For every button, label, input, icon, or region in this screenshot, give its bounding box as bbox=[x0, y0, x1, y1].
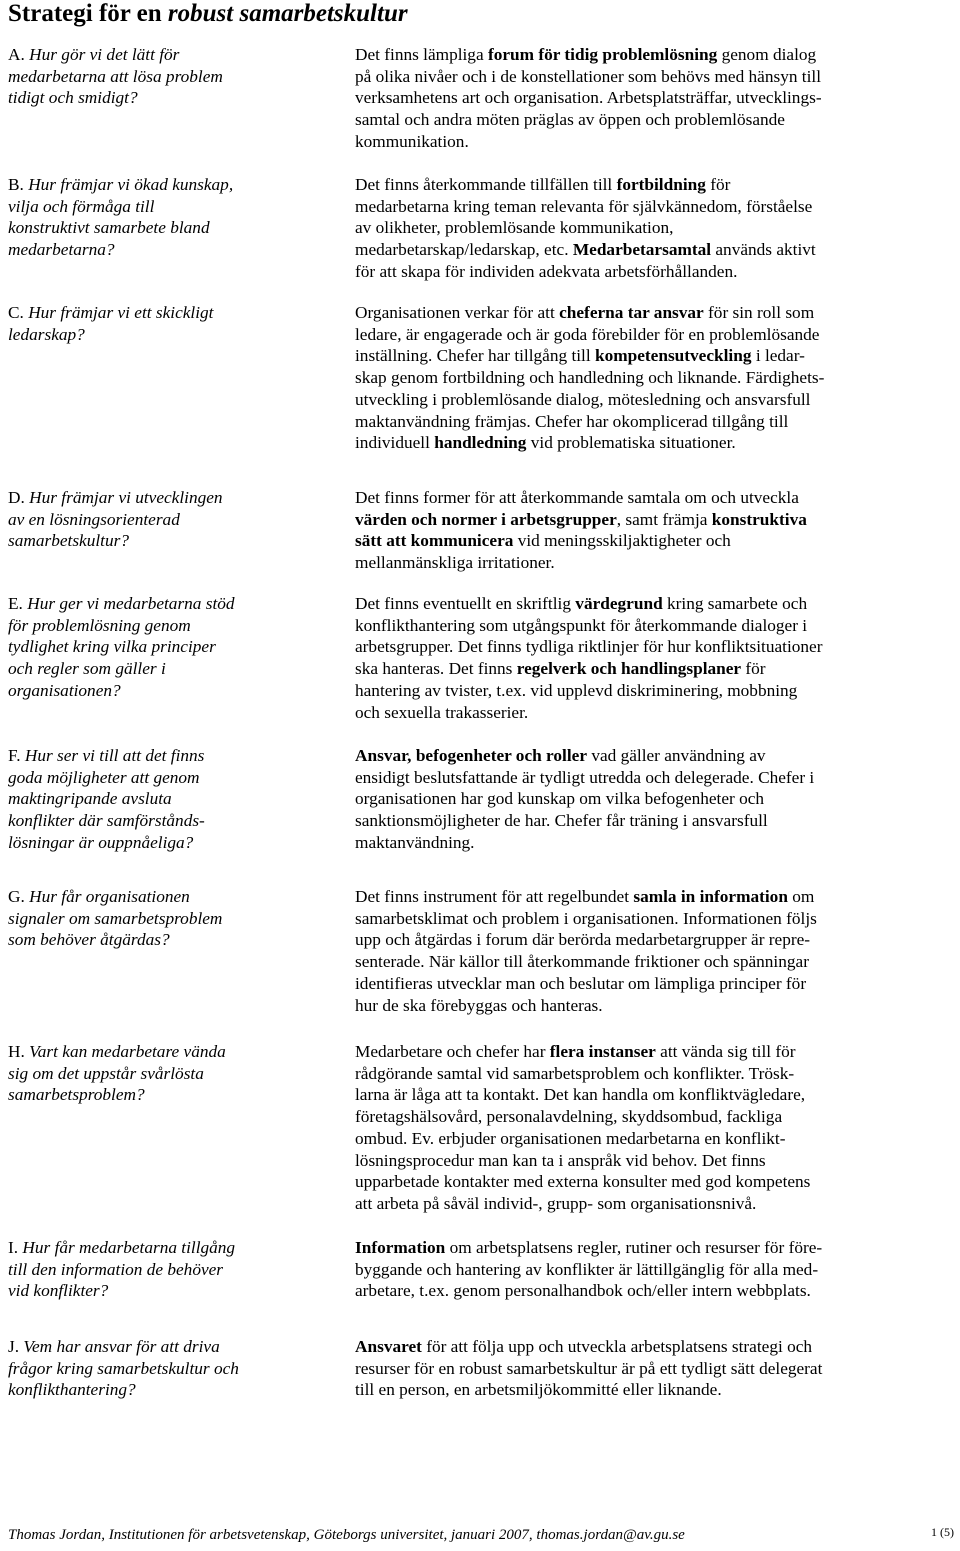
answer-segment: Det finns instrument för att regelbundet bbox=[355, 887, 634, 906]
answer-segment: senterade. När källor till återkommande friktioner och spänningar bbox=[355, 952, 809, 972]
question-letter: B. bbox=[8, 175, 24, 194]
question-text bbox=[8, 174, 328, 261]
question-line: Hur främjar vi ökad kunskap, bbox=[28, 175, 234, 194]
answer-keyword: Medarbetarsamtal bbox=[572, 240, 712, 260]
answer-segment: Det finns former för att återkommande samtala om och utveckla bbox=[355, 488, 799, 507]
answer-segment: utveckling i problemlösande dialog, mötesledning och ansvarsfull bbox=[355, 389, 811, 409]
page-title-emphasis: robust samarbetskultur bbox=[167, 0, 408, 27]
answer-segment: företagshälsovård, personalavdelning, skyddsombud, fackliga bbox=[355, 1107, 783, 1127]
answer-keyword: handledning bbox=[434, 433, 527, 453]
question-text bbox=[8, 302, 328, 345]
answer-segment: för sin roll som bbox=[703, 303, 815, 322]
answer-segment: genom dialog bbox=[717, 45, 817, 64]
answer-segment: för bbox=[705, 175, 731, 194]
answer-segment: identifieras utvecklar man och beslutar om lämpliga principer för bbox=[355, 973, 807, 993]
answer-segment: konflikthantering som utgångspunkt för återkommande dialoger i bbox=[355, 615, 808, 635]
answer-keyword: sätt att kommunicera bbox=[355, 531, 514, 551]
answer-segment: maktanvändning främjas. Chefer har okomplicerad tillgång till bbox=[355, 411, 789, 431]
answer-segment: och sexuella trakasserier. bbox=[355, 702, 529, 722]
answer-keyword: samla in information bbox=[633, 887, 788, 906]
answer-segment: i ledar- bbox=[751, 346, 805, 366]
question-text bbox=[8, 487, 328, 552]
answer-segment: vid problematiska situationer. bbox=[526, 433, 736, 453]
answer-text bbox=[355, 886, 955, 1016]
question-line: vid konflikter? bbox=[8, 1281, 109, 1301]
answer-keyword: regelverk och handlingsplaner bbox=[516, 659, 742, 679]
answer-segment: används aktivt bbox=[711, 240, 816, 260]
answer-segment: om arbetsplatsens regler, rutiner och resurser för före- bbox=[445, 1238, 823, 1257]
question-line: Hur ger vi medarbetarna stöd bbox=[27, 594, 235, 613]
answer-segment: lösningsprocedur man kan ta i anspråk vid behov. Det finns bbox=[355, 1150, 766, 1170]
answer-segment: samarbetsklimat och problem i organisationen. Informationen följs bbox=[355, 908, 817, 928]
question-text bbox=[8, 886, 328, 951]
question-line: konflikthantering? bbox=[8, 1380, 136, 1400]
answer-text bbox=[355, 302, 955, 454]
answer-segment: , samt främja bbox=[616, 509, 712, 529]
answer-segment: verksamhetens art och organisation. Arbetsplatsträffar, utvecklings- bbox=[355, 88, 822, 108]
answer-text bbox=[355, 1237, 955, 1302]
question-letter: A. bbox=[8, 45, 25, 64]
question-letter: G. bbox=[8, 887, 25, 906]
answer-segment: Det finns återkommande tillfällen till bbox=[355, 175, 617, 194]
question-line: maktingripande avsluta bbox=[8, 789, 172, 809]
question-line: vilja och förmåga till bbox=[8, 196, 155, 216]
answer-segment: individuell bbox=[355, 433, 435, 453]
question-line: tidigt och smidigt? bbox=[8, 88, 138, 108]
answer-segment: medarbetarna kring teman relevanta för självkännedom, förståelse bbox=[355, 196, 813, 216]
answer-segment: samtal och andra möten präglas av öppen och problemlösande bbox=[355, 110, 785, 130]
answer-segment: ensidigt beslutsfattande är tydligt utredda och delegerade. Chefer i bbox=[355, 767, 815, 787]
answer-text bbox=[355, 487, 955, 574]
question-text bbox=[8, 745, 328, 854]
answer-text bbox=[355, 174, 955, 283]
question-letter: I. bbox=[8, 1238, 19, 1257]
answer-segment: organisationen har god kunskap om vilka befogenheter och bbox=[355, 789, 765, 809]
answer-text bbox=[355, 745, 955, 854]
footer-credit: Thomas Jordan, Institutionen för arbetsvetenskap, Göteborgs universitet, januari 2007, thomas.jordan@av.gu.se bbox=[8, 1527, 685, 1543]
answer-segment: mellanmänskliga irritationer. bbox=[355, 553, 555, 573]
answer-segment: Organisationen verkar för att bbox=[355, 303, 560, 322]
answer-segment: Medarbetare och chefer har bbox=[355, 1042, 550, 1061]
answer-segment: ledare, är engagerade och är goda förebilder för en problemlösande bbox=[355, 324, 820, 344]
question-letter: J. bbox=[8, 1337, 20, 1356]
question-line: sig om det uppstår svårlösta bbox=[8, 1063, 204, 1083]
answer-segment: skap genom fortbildning och handledning och liknande. Färdighets- bbox=[355, 368, 825, 388]
question-line: av en lösningsorienterad bbox=[8, 509, 180, 529]
question-line: Hur gör vi det lätt för bbox=[29, 45, 180, 64]
answer-keyword: värden och normer i arbetsgrupper bbox=[355, 509, 617, 529]
question-line: medarbetarna att lösa problem bbox=[8, 66, 223, 86]
answer-segment: för bbox=[741, 659, 766, 679]
answer-text bbox=[355, 1336, 955, 1401]
question-line: konflikter där samförstånds- bbox=[8, 811, 205, 831]
question-line: tydlighet kring vilka principer bbox=[8, 637, 216, 657]
answer-segment: ska hanteras. Det finns bbox=[355, 659, 517, 679]
answer-segment: att arbeta på såväl individ-, grupp- som organisationsnivå. bbox=[355, 1193, 757, 1213]
answer-segment: rådgörande samtal vid samarbetsproblem och konflikter. Trösk- bbox=[355, 1063, 795, 1083]
answer-keyword: fortbildning bbox=[616, 175, 706, 194]
answer-segment: maktanvändning. bbox=[355, 832, 475, 852]
question-line: som behöver åtgärdas? bbox=[8, 930, 170, 950]
question-line: samarbetskultur? bbox=[8, 531, 129, 551]
answer-text bbox=[355, 44, 955, 153]
page-title-lead: Strategi för en bbox=[8, 0, 162, 27]
question-line: Hur främjar vi utvecklingen bbox=[29, 488, 223, 507]
answer-keyword: Information bbox=[355, 1238, 446, 1257]
answer-segment: kommunikation. bbox=[355, 131, 469, 151]
answer-segment: vad gäller användning av bbox=[587, 746, 766, 765]
question-line: signaler om samarbetsproblem bbox=[8, 908, 223, 928]
answer-keyword: värdegrund bbox=[575, 594, 663, 613]
question-text bbox=[8, 593, 328, 702]
answer-keyword: flera instanser bbox=[549, 1042, 656, 1061]
answer-segment: inställning. Chefer har tillgång till bbox=[355, 346, 595, 366]
answer-segment: hantering av tvister, t.ex. vid upplevd diskriminering, mobbning bbox=[355, 680, 798, 700]
answer-segment: kring samarbete och bbox=[662, 594, 808, 613]
question-letter: D. bbox=[8, 488, 25, 507]
answer-segment: på olika nivåer och i de konstellationer som behövs med hänsyn till bbox=[355, 66, 822, 86]
answer-segment: att vända sig till för bbox=[655, 1042, 796, 1061]
question-letter: H. bbox=[8, 1042, 25, 1061]
answer-segment: upp och åtgärdas i forum där berörda medarbetargrupper är repre- bbox=[355, 930, 811, 950]
answer-segment: larna är låga att ta kontakt. Det kan handla om konfliktvägledare, bbox=[355, 1085, 806, 1105]
answer-segment: för att skapa för individen adekvata arbetsförhållanden. bbox=[355, 261, 738, 281]
answer-segment: arbetare, t.ex. genom personalhandbok och/eller intern webbplats. bbox=[355, 1281, 811, 1301]
question-letter: F. bbox=[8, 746, 21, 765]
page-title bbox=[8, 0, 408, 28]
answer-segment: medarbetarskap/ledarskap, etc. bbox=[355, 240, 573, 260]
answer-keyword: forum för tidig problemlösning bbox=[487, 45, 718, 64]
answer-segment: ombud. Ev. erbjuder organisationen medarbetarna en konflikt- bbox=[355, 1128, 786, 1148]
answer-segment: till en person, en arbetsmiljökommitté eller liknande. bbox=[355, 1380, 722, 1400]
answer-segment: byggande och hantering av konflikter är lättillgänglig för alla med- bbox=[355, 1259, 819, 1279]
answer-text bbox=[355, 593, 955, 723]
question-line: Hur får medarbetarna tillgång bbox=[22, 1238, 236, 1257]
question-line: Vem har ansvar för att driva bbox=[23, 1337, 220, 1356]
answer-segment: Det finns eventuellt en skriftlig bbox=[355, 594, 576, 613]
answer-segment: Det finns lämpliga bbox=[355, 45, 488, 64]
answer-segment: vid meningsskiljaktigheter och bbox=[513, 531, 731, 551]
question-line: goda möjligheter att genom bbox=[8, 767, 200, 787]
page-number: 1 (5) bbox=[931, 1525, 954, 1539]
question-letter: E. bbox=[8, 594, 23, 613]
question-line: Hur får organisationen bbox=[29, 887, 190, 906]
answer-keyword: Ansvaret bbox=[355, 1337, 422, 1356]
answer-keyword: cheferna tar ansvar bbox=[559, 303, 704, 322]
answer-keyword: konstruktiva bbox=[711, 509, 807, 529]
question-line: och regler som gäller i bbox=[8, 659, 166, 679]
question-line: för problemlösning genom bbox=[8, 615, 191, 635]
question-line: organisationen? bbox=[8, 680, 121, 700]
answer-segment: sanktionsmöjligheter de har. Chefer får träning i ansvarsfull bbox=[355, 811, 768, 831]
question-line: lösningar är ouppnåeliga? bbox=[8, 832, 194, 852]
answer-segment: för att följa upp och utveckla arbetsplatsens strategi och bbox=[421, 1337, 813, 1356]
answer-segment: om bbox=[787, 887, 815, 906]
answer-segment: arbetsgrupper. Det finns tydliga riktlinjer för hur konfliktsituationer bbox=[355, 637, 823, 657]
question-line: Hur ser vi till att det finns bbox=[24, 746, 205, 765]
answer-segment: resurser för en robust samarbetskultur är på ett tydligt sätt delegerat bbox=[355, 1358, 823, 1378]
question-letter: C. bbox=[8, 303, 24, 322]
question-text bbox=[8, 44, 328, 109]
answer-segment: av olikheter, problemlösande kommunikation, bbox=[355, 218, 674, 238]
answer-segment: hur de ska förebyggas och hanteras. bbox=[355, 995, 603, 1015]
question-line: Hur främjar vi ett skickligt bbox=[28, 303, 214, 322]
question-text bbox=[8, 1336, 328, 1401]
question-line: medarbetarna? bbox=[8, 240, 115, 260]
question-line: Vart kan medarbetare vända bbox=[29, 1042, 226, 1061]
answer-keyword: Ansvar, befogenheter och roller bbox=[355, 746, 587, 765]
answer-segment: upparbetade kontakter med externa konsulter med god kompetens bbox=[355, 1172, 811, 1192]
question-text bbox=[8, 1237, 328, 1302]
question-line: ledarskap? bbox=[8, 324, 85, 344]
question-line: till den information de behöver bbox=[8, 1259, 224, 1279]
question-line: frågor kring samarbetskultur och bbox=[8, 1358, 239, 1378]
question-line: samarbetsproblem? bbox=[8, 1085, 145, 1105]
answer-keyword: kompetensutveckling bbox=[594, 346, 752, 366]
answer-text bbox=[355, 1041, 955, 1215]
question-text bbox=[8, 1041, 328, 1106]
question-line: konstruktivt samarbete bland bbox=[8, 218, 210, 238]
